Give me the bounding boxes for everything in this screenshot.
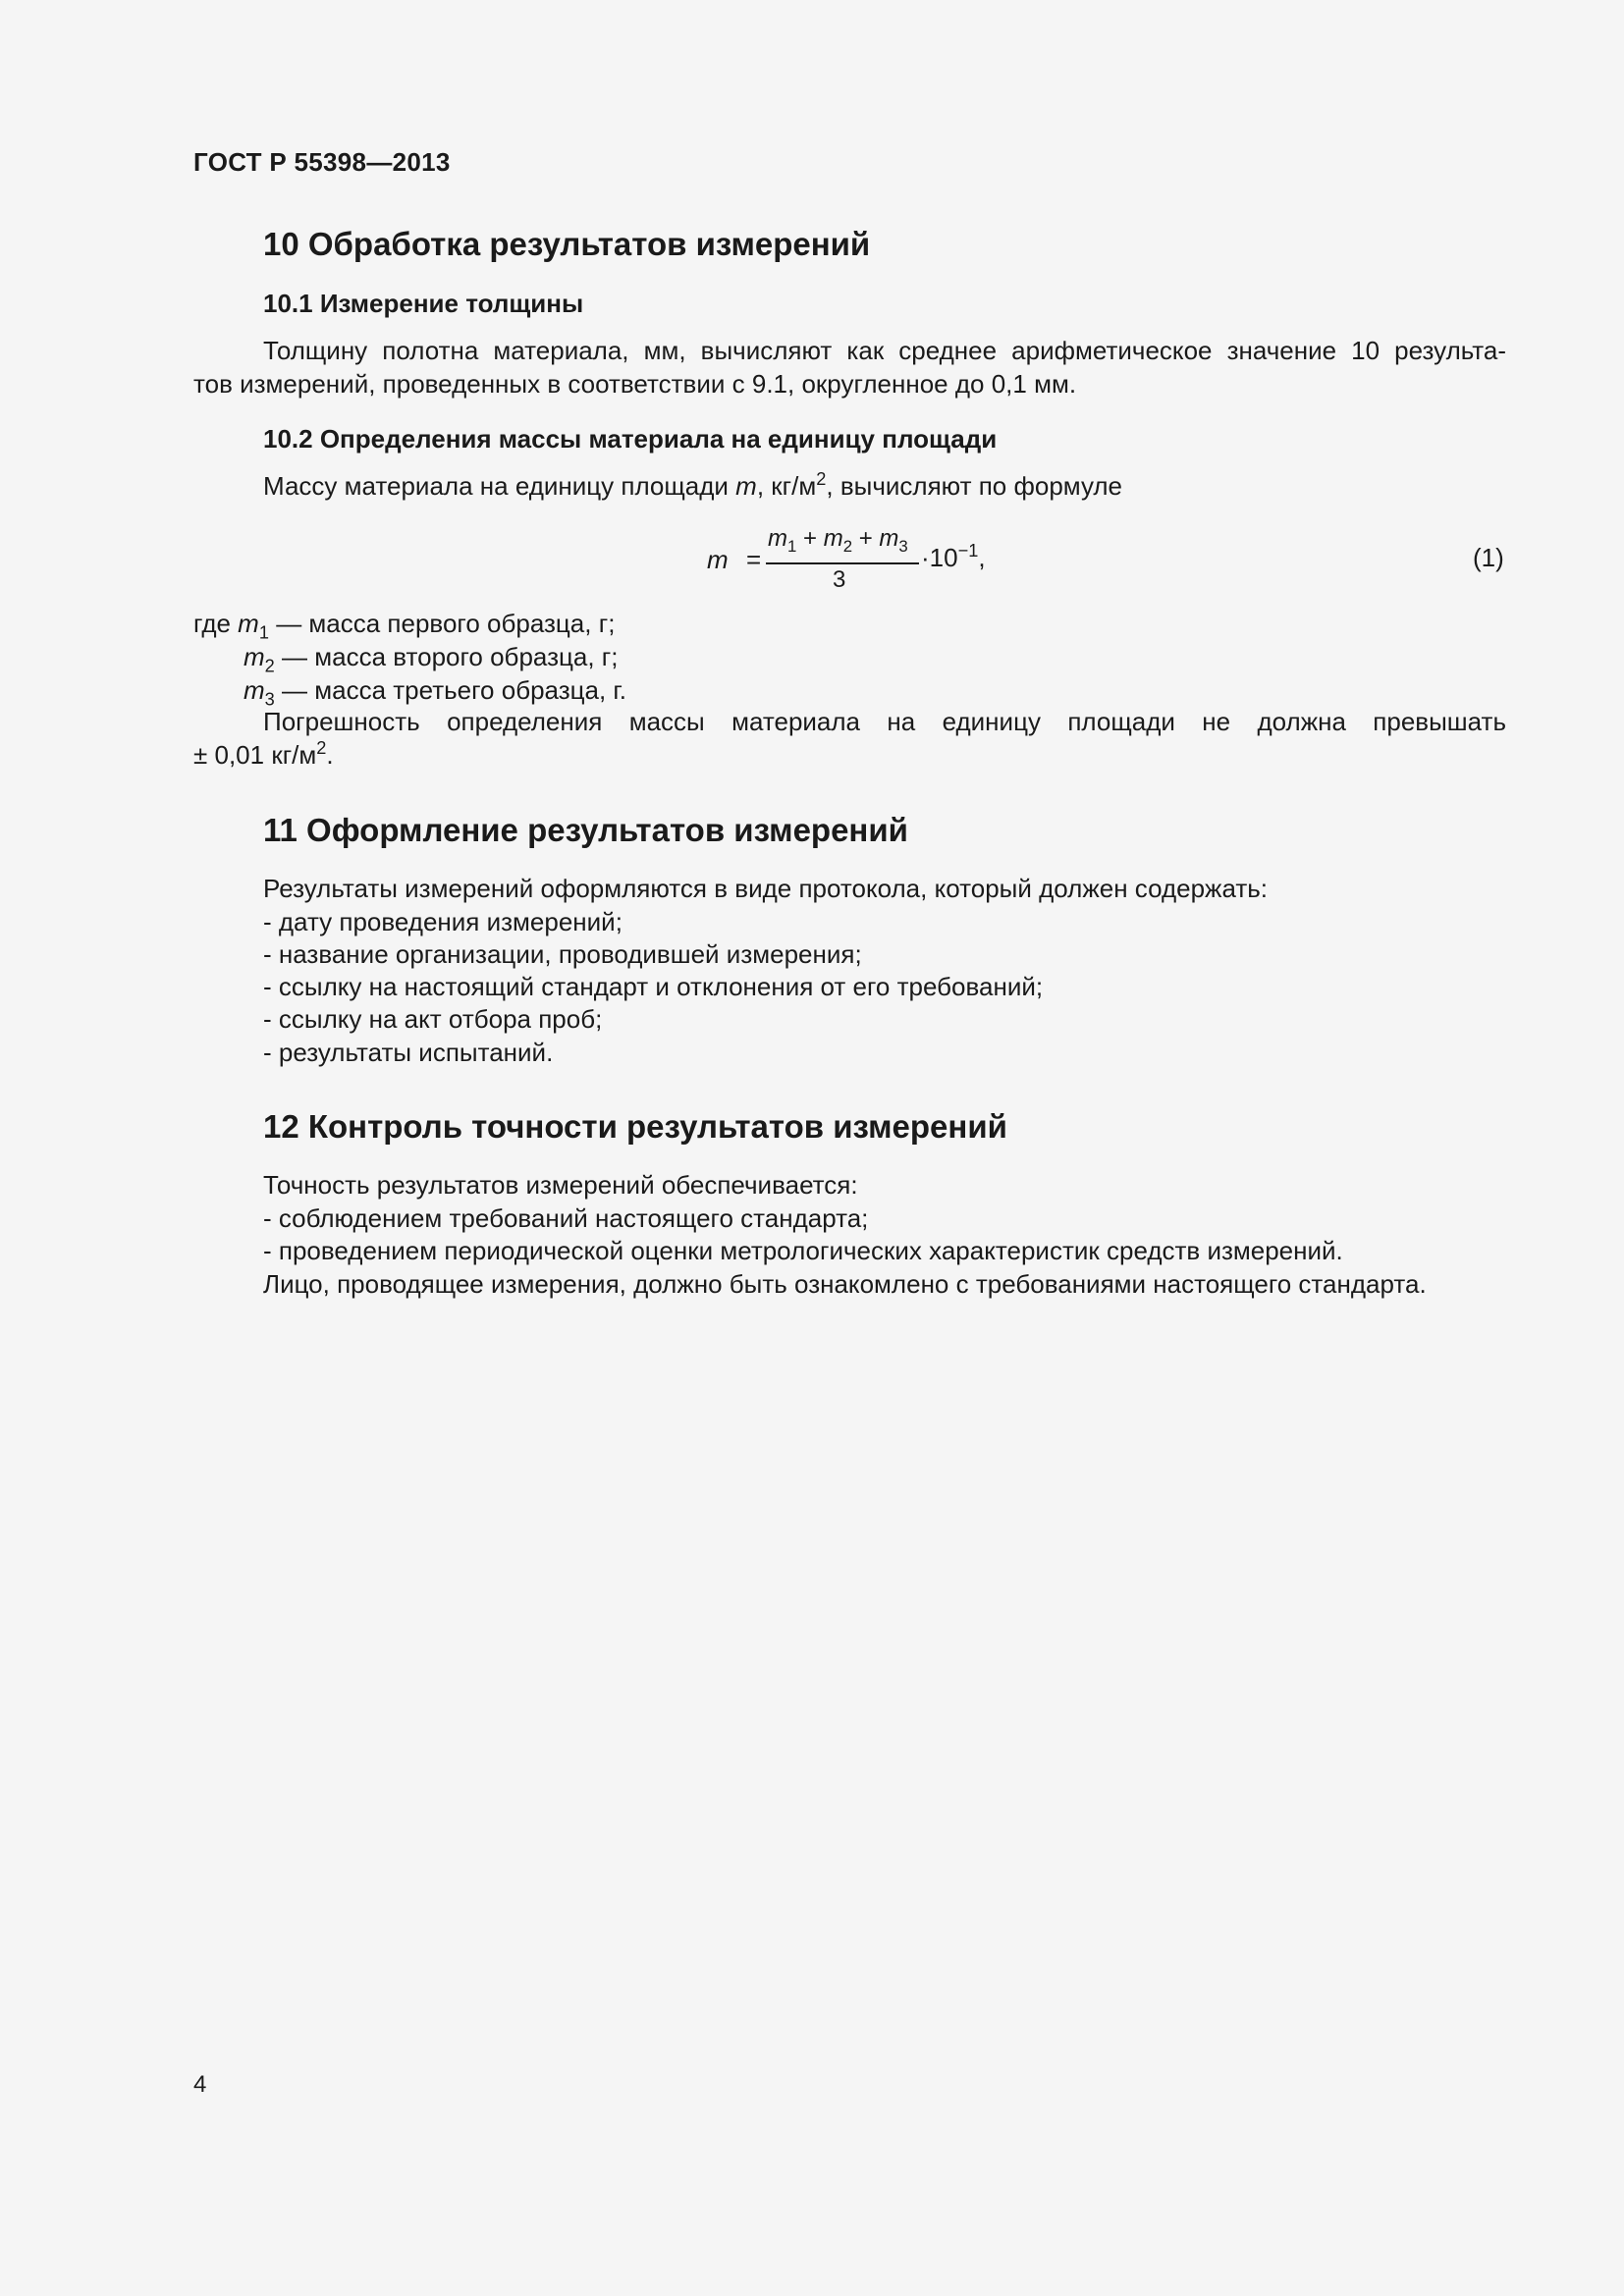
section-10-1-paragraph-line-1: Толщину полотна материала, мм, вычисляют как среднее арифметическое значение 10 результа- <box>263 336 1506 365</box>
intro-text-b: , кг/м <box>756 471 817 501</box>
intro-superscript: 2 <box>816 469 827 489</box>
section-12-title: 12 Контроль точности результатов измерений <box>263 1108 1007 1145</box>
error-tolerance-line-2: ± 0,01 $кг/м^2$. <box>193 738 334 770</box>
section-10-1-paragraph-line-2: тов измерений, проведенных в соответствии с 9.1, округленное до 0,1 мм. <box>193 369 1077 399</box>
section-10-title: 10 Обработка результатов измерений <box>263 226 871 262</box>
formula-numerator: $m_1 + m_2 + m_3$ <box>768 525 908 556</box>
formula-equals: = <box>746 545 762 574</box>
document-code-header: ГОСТ Р 55398—2013 <box>193 147 451 177</box>
section-11-title: 11 Оформление результатов измерений <box>263 812 908 848</box>
intro-variable: m <box>735 471 757 501</box>
intro-text-a: Массу материала на единицу площади <box>263 471 736 501</box>
section-12-closing: Лицо, проводящее измерения, должно быть ознакомлено с требованиями настоящего стандарта. <box>263 1269 1427 1299</box>
formula-lhs: m <box>707 545 729 574</box>
section-10-2-title: 10.2 Определения массы материала на единицу площади <box>263 424 998 454</box>
page-number: 4 <box>193 2071 207 2098</box>
section-11-intro: Результаты измерений оформляются в виде протокола, который должен содержать: <box>263 874 1269 903</box>
formula-fraction-bar <box>766 562 919 564</box>
section-12-list-item: - соблюдением требований настоящего стандарта; <box>263 1203 869 1233</box>
section-11-list-item: - результаты испытаний. <box>263 1038 554 1067</box>
section-11-list-item: - ссылку на акт отбора проб; <box>263 1004 603 1034</box>
section-12-intro: Точность результатов измерений обеспечивается: <box>263 1170 858 1200</box>
formula-denominator: 3 <box>833 566 846 593</box>
section-10-1-title: 10.1 Измерение толщины <box>263 289 584 318</box>
mass-formula <box>707 525 1021 604</box>
section-11-list-item: - дату проведения измерений; <box>263 907 623 936</box>
legend-item-m2: $m_2$ — масса второго образца, г; <box>244 642 619 676</box>
error-tolerance-line-1: Погрешность определения массы материала на единицу площади не должна превышать <box>263 707 1506 736</box>
section-11-list-item: - ссылку на настоящий стандарт и отклонения от его требований; <box>263 972 1044 1001</box>
legend-item-m1: где $m_1$ — масса первого образца, г; <box>193 609 616 643</box>
section-10-2-intro <box>263 469 1122 503</box>
intro-text-c: , вычисляют по формуле <box>826 471 1123 501</box>
formula-number: (1) <box>1473 543 1504 572</box>
legend-item-m3: $m_3$ — масса третьего образца, г. <box>244 675 626 710</box>
formula-multiplier: $\cdot 10^{-1}$, <box>921 541 986 572</box>
legend-where-label: где <box>193 609 239 638</box>
section-11-list-item: - название организации, проводившей измерения; <box>263 939 862 969</box>
section-12-list-item: - проведением периодической оценки метрологических характеристик средств измерений. <box>263 1236 1343 1265</box>
